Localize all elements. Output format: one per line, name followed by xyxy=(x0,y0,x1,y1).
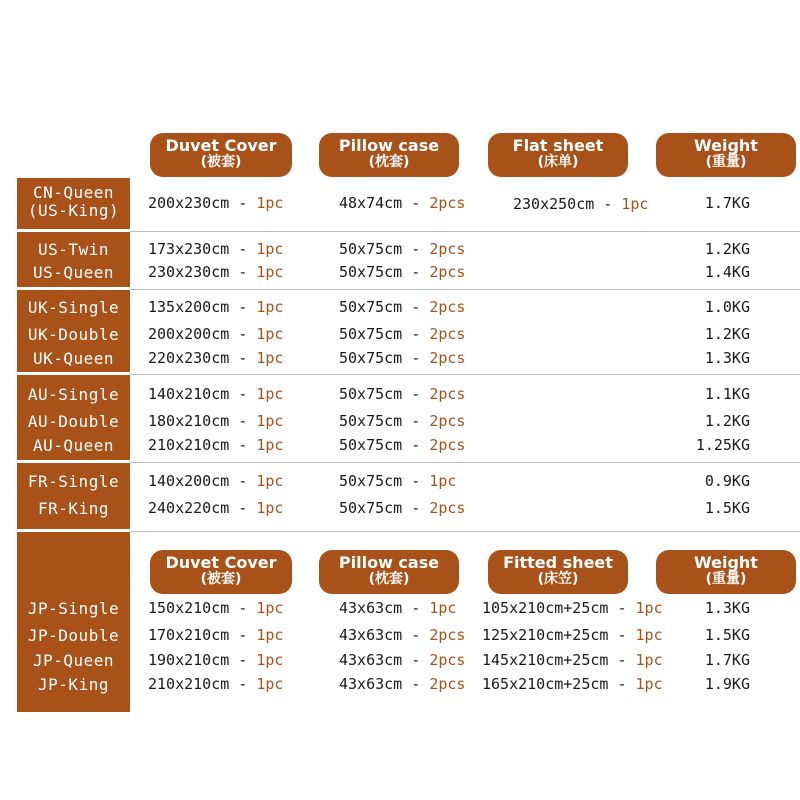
duvet-quantity: 1pc xyxy=(256,436,284,454)
sheet-size xyxy=(482,599,663,617)
duvet-quantity: 1pc xyxy=(256,325,284,343)
row-separator xyxy=(130,374,800,375)
row-label: JP-King xyxy=(38,675,109,694)
row-label: AU-Double xyxy=(27,412,120,431)
sheet-quantity: 1pc xyxy=(621,195,649,213)
header-subtitle: (被套) xyxy=(200,571,242,587)
row-label: UK-Queen xyxy=(32,349,115,368)
row-label: JP-Single xyxy=(27,599,120,618)
duvet-quantity: 1pc xyxy=(256,298,284,316)
duvet-size xyxy=(148,436,283,454)
pillow-quantity: 2pcs xyxy=(429,675,466,693)
pillow-size xyxy=(339,436,465,454)
row-label: FR-Single xyxy=(27,472,120,491)
header-subtitle: (枕套) xyxy=(368,154,410,170)
header-title: Fitted sheet xyxy=(503,553,613,572)
pillow-dimensions: 50x75cm - xyxy=(339,298,430,316)
pillow-dimensions: 43x63cm - xyxy=(339,651,430,669)
pillow-size xyxy=(339,472,456,490)
duvet-size xyxy=(148,325,283,343)
pillow-size xyxy=(339,675,465,693)
weight-value: 1.1KG xyxy=(704,385,750,403)
duvet-size xyxy=(148,626,283,644)
header-title: Duvet Cover xyxy=(165,136,277,155)
pillow-quantity: 2pcs xyxy=(429,240,466,258)
header-weight xyxy=(656,133,796,177)
duvet-size xyxy=(148,263,283,281)
sheet-dimensions: 145x210cm+25cm - xyxy=(482,651,636,669)
pillow-size xyxy=(339,412,465,430)
duvet-dimensions: 230x230cm - xyxy=(148,263,257,281)
sheet-quantity: 1pc xyxy=(635,651,663,669)
duvet-size xyxy=(148,499,283,517)
duvet-dimensions: 200x230cm - xyxy=(148,194,257,212)
duvet-dimensions: 140x200cm - xyxy=(148,472,257,490)
pillow-size xyxy=(339,499,465,517)
pillow-dimensions: 50x75cm - xyxy=(339,499,430,517)
sheet-size xyxy=(482,651,663,669)
weight-value: 0.9KG xyxy=(704,472,750,490)
duvet-dimensions: 140x210cm - xyxy=(148,385,257,403)
weight-value: 1.3KG xyxy=(704,599,750,617)
header-title: Flat sheet xyxy=(512,136,604,155)
pillow-size xyxy=(339,298,465,316)
weight-value: 1.2KG xyxy=(704,412,750,430)
weight-value: 1.2KG xyxy=(704,240,750,258)
pillow-quantity: 2pcs xyxy=(429,412,466,430)
pillow-quantity: 2pcs xyxy=(429,298,466,316)
duvet-dimensions: 135x200cm - xyxy=(148,298,257,316)
duvet-quantity: 1pc xyxy=(256,626,284,644)
duvet-size xyxy=(148,240,283,258)
duvet-quantity: 1pc xyxy=(256,499,284,517)
weight-value: 1.7KG xyxy=(704,651,750,669)
row-separator xyxy=(130,231,800,232)
pillow-dimensions: 50x75cm - xyxy=(339,325,430,343)
sheet-dimensions: 230x250cm - xyxy=(513,195,622,213)
pillow-dimensions: 50x75cm - xyxy=(339,385,430,403)
pillow-quantity: 2pcs xyxy=(429,626,466,644)
sheet-quantity: 1pc xyxy=(635,675,663,693)
pillow-dimensions: 43x63cm - xyxy=(339,626,430,644)
weight-value: 1.0KG xyxy=(704,298,750,316)
sheet-dimensions: 165x210cm+25cm - xyxy=(482,675,636,693)
row-label: CN-Queen xyxy=(32,183,115,202)
duvet-dimensions: 200x200cm - xyxy=(148,325,257,343)
row-separator xyxy=(130,289,800,290)
header-duvet-cover-jp xyxy=(150,550,292,594)
row-label: AU-Single xyxy=(27,385,120,404)
pillow-quantity: 2pcs xyxy=(429,325,466,343)
header-subtitle: (重量) xyxy=(705,154,747,170)
pillow-dimensions: 50x75cm - xyxy=(339,349,430,367)
header-subtitle: (重量) xyxy=(705,571,747,587)
pillow-size xyxy=(339,385,465,403)
row-label: JP-Queen xyxy=(32,651,115,670)
header-duvet-cover xyxy=(150,133,292,177)
weight-value: 1.4KG xyxy=(704,263,750,281)
weight-value: 1.3KG xyxy=(704,349,750,367)
row-label: UK-Double xyxy=(27,325,120,344)
header-subtitle: (枕套) xyxy=(368,571,410,587)
sheet-size xyxy=(482,675,663,693)
sheet-dimensions: 125x210cm+25cm - xyxy=(482,626,636,644)
pillow-size xyxy=(339,651,465,669)
pillow-size xyxy=(339,626,465,644)
pillow-quantity: 1pc xyxy=(429,472,457,490)
duvet-quantity: 1pc xyxy=(256,240,284,258)
duvet-quantity: 1pc xyxy=(256,385,284,403)
duvet-quantity: 1pc xyxy=(256,263,284,281)
sheet-size xyxy=(513,195,648,213)
sheet-size xyxy=(482,626,663,644)
duvet-quantity: 1pc xyxy=(256,675,284,693)
duvet-size xyxy=(148,298,283,316)
pillow-dimensions: 50x75cm - xyxy=(339,263,430,281)
duvet-dimensions: 180x210cm - xyxy=(148,412,257,430)
pillow-size xyxy=(339,349,465,367)
pillow-quantity: 2pcs xyxy=(429,385,466,403)
pillow-size xyxy=(339,325,465,343)
pillow-quantity: 1pc xyxy=(429,599,457,617)
pillow-quantity: 2pcs xyxy=(429,194,466,212)
duvet-dimensions: 220x230cm - xyxy=(148,349,257,367)
duvet-size xyxy=(148,349,283,367)
pillow-dimensions: 50x75cm - xyxy=(339,472,430,490)
duvet-dimensions: 210x210cm - xyxy=(148,675,257,693)
header-pillow-case xyxy=(319,133,459,177)
duvet-dimensions: 240x220cm - xyxy=(148,499,257,517)
sheet-dimensions: 105x210cm+25cm - xyxy=(482,599,636,617)
pillow-quantity: 2pcs xyxy=(429,263,466,281)
duvet-quantity: 1pc xyxy=(256,599,284,617)
pillow-dimensions: 50x75cm - xyxy=(339,240,430,258)
pillow-dimensions: 50x75cm - xyxy=(339,412,430,430)
pillow-quantity: 2pcs xyxy=(429,436,466,454)
row-label: UK-Single xyxy=(27,298,120,317)
duvet-quantity: 1pc xyxy=(256,194,284,212)
weight-value: 1.25KG xyxy=(695,436,750,454)
header-subtitle: (被套) xyxy=(200,154,242,170)
header-flat-sheet xyxy=(488,133,628,177)
pillow-dimensions: 50x75cm - xyxy=(339,436,430,454)
duvet-dimensions: 150x210cm - xyxy=(148,599,257,617)
duvet-size xyxy=(148,385,283,403)
pillow-dimensions: 43x63cm - xyxy=(339,599,430,617)
row-label: US-Twin xyxy=(38,240,109,259)
duvet-dimensions: 210x210cm - xyxy=(148,436,257,454)
duvet-size xyxy=(148,194,283,212)
duvet-size xyxy=(148,599,283,617)
duvet-dimensions: 190x210cm - xyxy=(148,651,257,669)
sheet-quantity: 1pc xyxy=(635,626,663,644)
header-title: Pillow case xyxy=(338,136,440,155)
header-subtitle: (床单) xyxy=(537,154,579,170)
header-title: Duvet Cover xyxy=(165,553,277,572)
header-title: Pillow case xyxy=(338,553,440,572)
row-label: FR-King xyxy=(38,499,109,518)
pillow-size xyxy=(339,240,465,258)
weight-value: 1.2KG xyxy=(704,325,750,343)
pillow-dimensions: 43x63cm - xyxy=(339,675,430,693)
header-title: Weight xyxy=(694,136,758,155)
pillow-dimensions: 48x74cm - xyxy=(339,194,430,212)
sheet-quantity: 1pc xyxy=(635,599,663,617)
duvet-quantity: 1pc xyxy=(256,412,284,430)
header-subtitle: (床笠) xyxy=(537,571,579,587)
header-fitted-sheet-jp xyxy=(488,550,628,594)
duvet-dimensions: 173x230cm - xyxy=(148,240,257,258)
row-label: JP-Double xyxy=(27,626,120,645)
row-separator xyxy=(130,462,800,463)
row-label: AU-Queen xyxy=(32,436,115,455)
row-label-secondary: (US-King) xyxy=(27,201,120,220)
weight-value: 1.9KG xyxy=(704,675,750,693)
row-label: US-Queen xyxy=(32,263,115,282)
duvet-size xyxy=(148,651,283,669)
duvet-size xyxy=(148,412,283,430)
row-separator xyxy=(130,531,800,532)
header-pillow-case-jp xyxy=(319,550,459,594)
pillow-quantity: 2pcs xyxy=(429,349,466,367)
duvet-quantity: 1pc xyxy=(256,349,284,367)
pillow-size xyxy=(339,263,465,281)
header-weight-jp xyxy=(656,550,796,594)
weight-value: 1.5KG xyxy=(704,626,750,644)
duvet-size xyxy=(148,472,283,490)
weight-value: 1.7KG xyxy=(704,194,750,212)
duvet-quantity: 1pc xyxy=(256,472,284,490)
pillow-size xyxy=(339,194,465,212)
pillow-size xyxy=(339,599,456,617)
duvet-size xyxy=(148,675,283,693)
pillow-quantity: 2pcs xyxy=(429,499,466,517)
weight-value: 1.5KG xyxy=(704,499,750,517)
pillow-quantity: 2pcs xyxy=(429,651,466,669)
duvet-quantity: 1pc xyxy=(256,651,284,669)
duvet-dimensions: 170x210cm - xyxy=(148,626,257,644)
header-title: Weight xyxy=(694,553,758,572)
